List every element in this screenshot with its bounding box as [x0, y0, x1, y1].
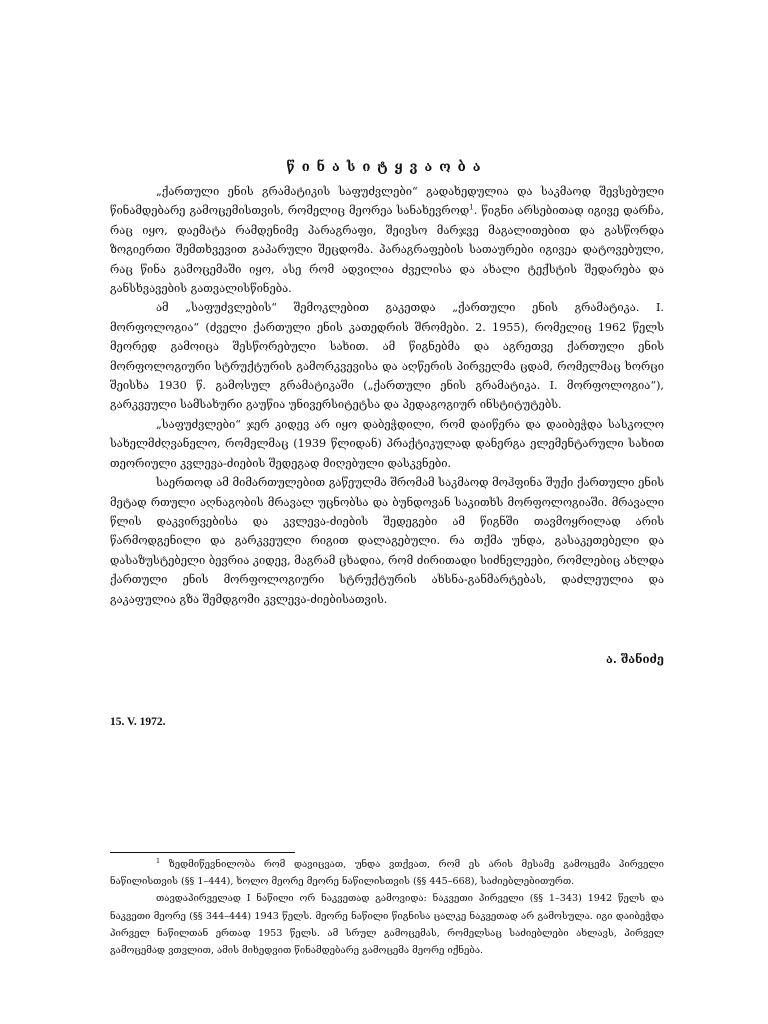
footnotes [110, 856, 664, 959]
date-line: 15. V. 1972. [110, 716, 166, 728]
paragraph-4: საერთოდ ამ მიმართულებით გაწეულმა შრომამ საკმაოდ მოჰფინა შუქი ქართული ენის მეტად რთული აღნაგობის მრავალ უცნობსა და ბუნდოვან საკითხს მორფოლოგიაში. მრავალი წლის დაკვირვებისა და კვლევა-ძიების შედეგები ამ წიგნში თავმოყრილად არის წარმოდგენილი და გარკვეული რიგით დალაგებული. რა თქმა უნდა, გასაკეთებელი და დასაზუსტებელი ბევრია კიდევ, მაგრამ ცხადია, რომ ძირითადი სიძნელეები, რომლებიც ახლდა ქართული ენის მორფოლოგიური სტრუქტურის ახსნა-განმარტებას, დაძლეულია და გაკაფულია გზა შემდგომი კვლევა-ძიებისათვის. [110, 476, 664, 606]
footnote-divider [110, 852, 295, 853]
footnote-number: 1 [156, 856, 161, 865]
footnote-1-continued: თავდაპირველად I ნაწილი ორ ნაკვეთად გამოვიდა: ნაკვეთი პირველი (§§ 1–343) 1942 წელს და ნაკვეთი მეორე (§§ 344–444) 1943 წელს. მეორე ნაწილი წიგნისა ცალკე ნაკვეთად არ გამოსულა. იგი დაიბეჭდა პირველ ნაწილთან ერთად 1953 წელს. ამ სრულ გამოცემას, რომელსაც საძიებლები ახლავს, პირველ გამოცემად ვთვლით, ამის მიხედვით წინამდებარე გამოცემა მეორე იქნება. [110, 893, 664, 957]
footnote-1: $^1$ ზედმიწევნილობა რომ დავიცვათ, უნდა ვთქვათ, რომ ეს არის მესამე გამოცემა პირველი ნაწილისთვის (§§ 1–444), ხოლო მეორე მეორე ნაწილისთვის (§§ 445–668), საძიებლებითურთ. [110, 856, 664, 888]
author-signature: ა. შანიძე [606, 652, 664, 666]
page-title: წინასიტყვაობა [286, 160, 488, 175]
paragraph-3: „საფუძვლები“ ჯერ კიდევ არ იყო დაბეჭდილი, რომ დაიწერა და დაიბეჭდა სასკოლო სახელმძღვანელო, რომელმაც (1939 წლიდან) პრაქტიკულად დანერგა ელემენტარული სახით თეორიული კვლევა-ძიების შედეგად მიღებული დასკვნები. [110, 417, 664, 470]
paragraph-1: „ქართული ენის გრამატიკის საფუძვლები“ გადახედულია და საკმაოდ შევსებული წინამდებარე გამოცემისთვის, რომელიც მეორეა სანახევროდ$^1$. წიგნი არსებითად იგივე დარჩა, რაც იყო, დაემატა რამდენიმე პარაგრაფი, შეივსო მარჯვე მაგალითებით და გასწორდა ზოგიერთი შემთხვევით გაპარული შეცდომა. პარაგრაფების სათაურები იგივეა დატოვებული, რაც წინა გამოცემაში იყო, ასე რომ ადვილია ძველისა და ახალი ტექსტის შედარება და განსხვავების გათვალისწინება. [110, 185, 664, 296]
paragraph-2: ამ „საფუძვლების“ შემოკლებით გაკეთდა „ქართული ენის გრამატიკა. I. მორფოლოგია“ (ძველი ქართული ენის კათედრის შრომები. 2. 1955), რომელიც 1962 წელს მეორედ გამოიცა შესწორებული სახით. ამ წიგნებმა და აგრეთვე ქართული ენის მორფოლოგიური სტრუქტურის გამორკვევისა და აღწერის პირველმა ცდამ, რომელმაც ხორცი შეისხა 1930 წ. გამოსულ გრამატიკაში („ქართული ენის გრამატიკა. I. მორფოლოგია“), გარკვეული სამსახური გაუწია უნივერსიტეტსა და პედაგოგიურ ინსტიტუტებს. [110, 301, 664, 412]
footnote-marker[interactable]: 1 [469, 203, 474, 212]
preface-body [110, 182, 664, 609]
